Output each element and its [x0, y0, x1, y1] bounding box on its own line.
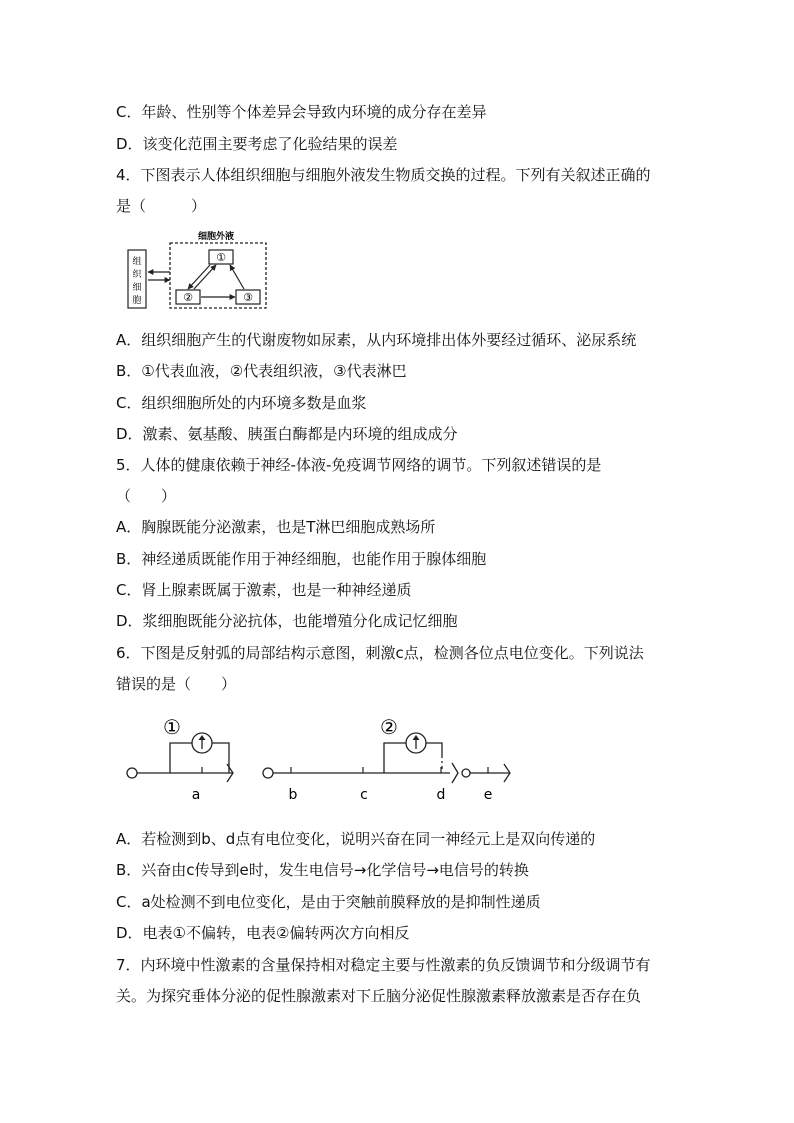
node-2-label: ②: [183, 291, 193, 304]
q5-stem-line1: 5．人体的健康依赖于神经-体液-免疫调节网络的调节。下列叙述错误的是: [116, 456, 602, 474]
q6-option-c: C．a处检测不到电位变化，是由于突触前膜释放的是抑制性递质: [116, 893, 541, 911]
neuron-3-body: [462, 769, 470, 777]
q4-option-b: B．①代表血液，②代表组织液，③代表淋巴: [116, 362, 407, 380]
tissue-cell-label-3: 细: [132, 283, 142, 293]
q5-option-c: C．肾上腺素既属于激素，也是一种神经递质: [116, 581, 412, 599]
point-d-label: d: [436, 787, 446, 803]
point-c-label: c: [360, 787, 368, 803]
q6-option-b: B．兴奋由c传导到e时，发生电信号→化学信号→电信号的转换: [116, 861, 529, 879]
point-b-label: b: [288, 787, 298, 803]
neuron-1-body: [127, 768, 137, 778]
arrow-2-to-1: [194, 265, 216, 289]
q7-stem-line2: 关。为探究垂体分泌的促性腺激素对下丘脑分泌促性腺激素释放激素是否存在负: [116, 987, 642, 1005]
tissue-cell-label-4: 胞: [132, 296, 142, 306]
q6-stem-line2: 错误的是（ ）: [116, 675, 237, 693]
q5-option-b: B．神经递质既能作用于神经细胞，也能作用于腺体细胞: [116, 550, 487, 568]
q3-option-d: D．该变化范围主要考虑了化验结果的误差: [116, 135, 398, 153]
q6-reflex-arc-figure: [120, 712, 530, 807]
q3-option-c: C．年龄、性别等个体差异会导致内环境的成分存在差异: [116, 103, 487, 121]
q4-stem-line2: 是（ ）: [116, 197, 207, 215]
node-3-label: ③: [243, 291, 253, 304]
synapse-2: [452, 763, 458, 783]
q7-stem-line1: 7．内环境中性激素的含量保持相对稳定主要与性激素的负反馈调节和分级调节有: [116, 956, 651, 974]
q4-stem-line1: 4．下图表示人体组织细胞与细胞外液发生物质交换的过程。下列有关叙述正确的: [116, 166, 651, 184]
q5-stem-line2: （ ）: [116, 487, 177, 505]
arrow-3-to-1: [230, 265, 244, 289]
q6-option-d: D．电表①不偏转，电表②偏转两次方向相反: [116, 924, 410, 942]
q6-option-a: A．若检测到b、d点有电位变化，说明兴奋在同一神经元上是双向传递的: [116, 830, 596, 848]
meter-2-label: ②: [380, 715, 398, 739]
arrow-1-to-2: [188, 265, 210, 289]
extracellular-fluid-label: 细胞外液: [197, 232, 235, 242]
q5-option-a: A．胸腺既能分泌激素，也是T淋巴细胞成熟场所: [116, 518, 436, 536]
meter-1-label: ①: [163, 715, 181, 739]
q6-stem-line1: 6．下图是反射弧的局部结构示意图，刺激c点，检测各位点电位变化。下列说法: [116, 644, 644, 662]
q4-option-d: D．激素、氨基酸、胰蛋白酶都是内环境的组成成分: [116, 425, 458, 443]
tissue-cell-label-1: 组: [132, 257, 142, 267]
point-e-label: e: [483, 787, 493, 803]
q4-option-a: A．组织细胞产生的代谢废物如尿素，从内环境排出体外要经过循环、泌尿系统: [116, 331, 637, 349]
node-1-label: ①: [216, 251, 226, 264]
q4-option-c: C．组织细胞所处的内环境多数是血浆: [116, 394, 367, 412]
q5-option-d: D．浆细胞既能分泌抗体，也能增殖分化成记忆细胞: [116, 612, 458, 630]
tissue-cell-label-2: 织: [132, 270, 142, 280]
q4-figure: [124, 228, 270, 310]
neuron-2-body: [263, 768, 273, 778]
point-a-label: a: [191, 787, 201, 803]
